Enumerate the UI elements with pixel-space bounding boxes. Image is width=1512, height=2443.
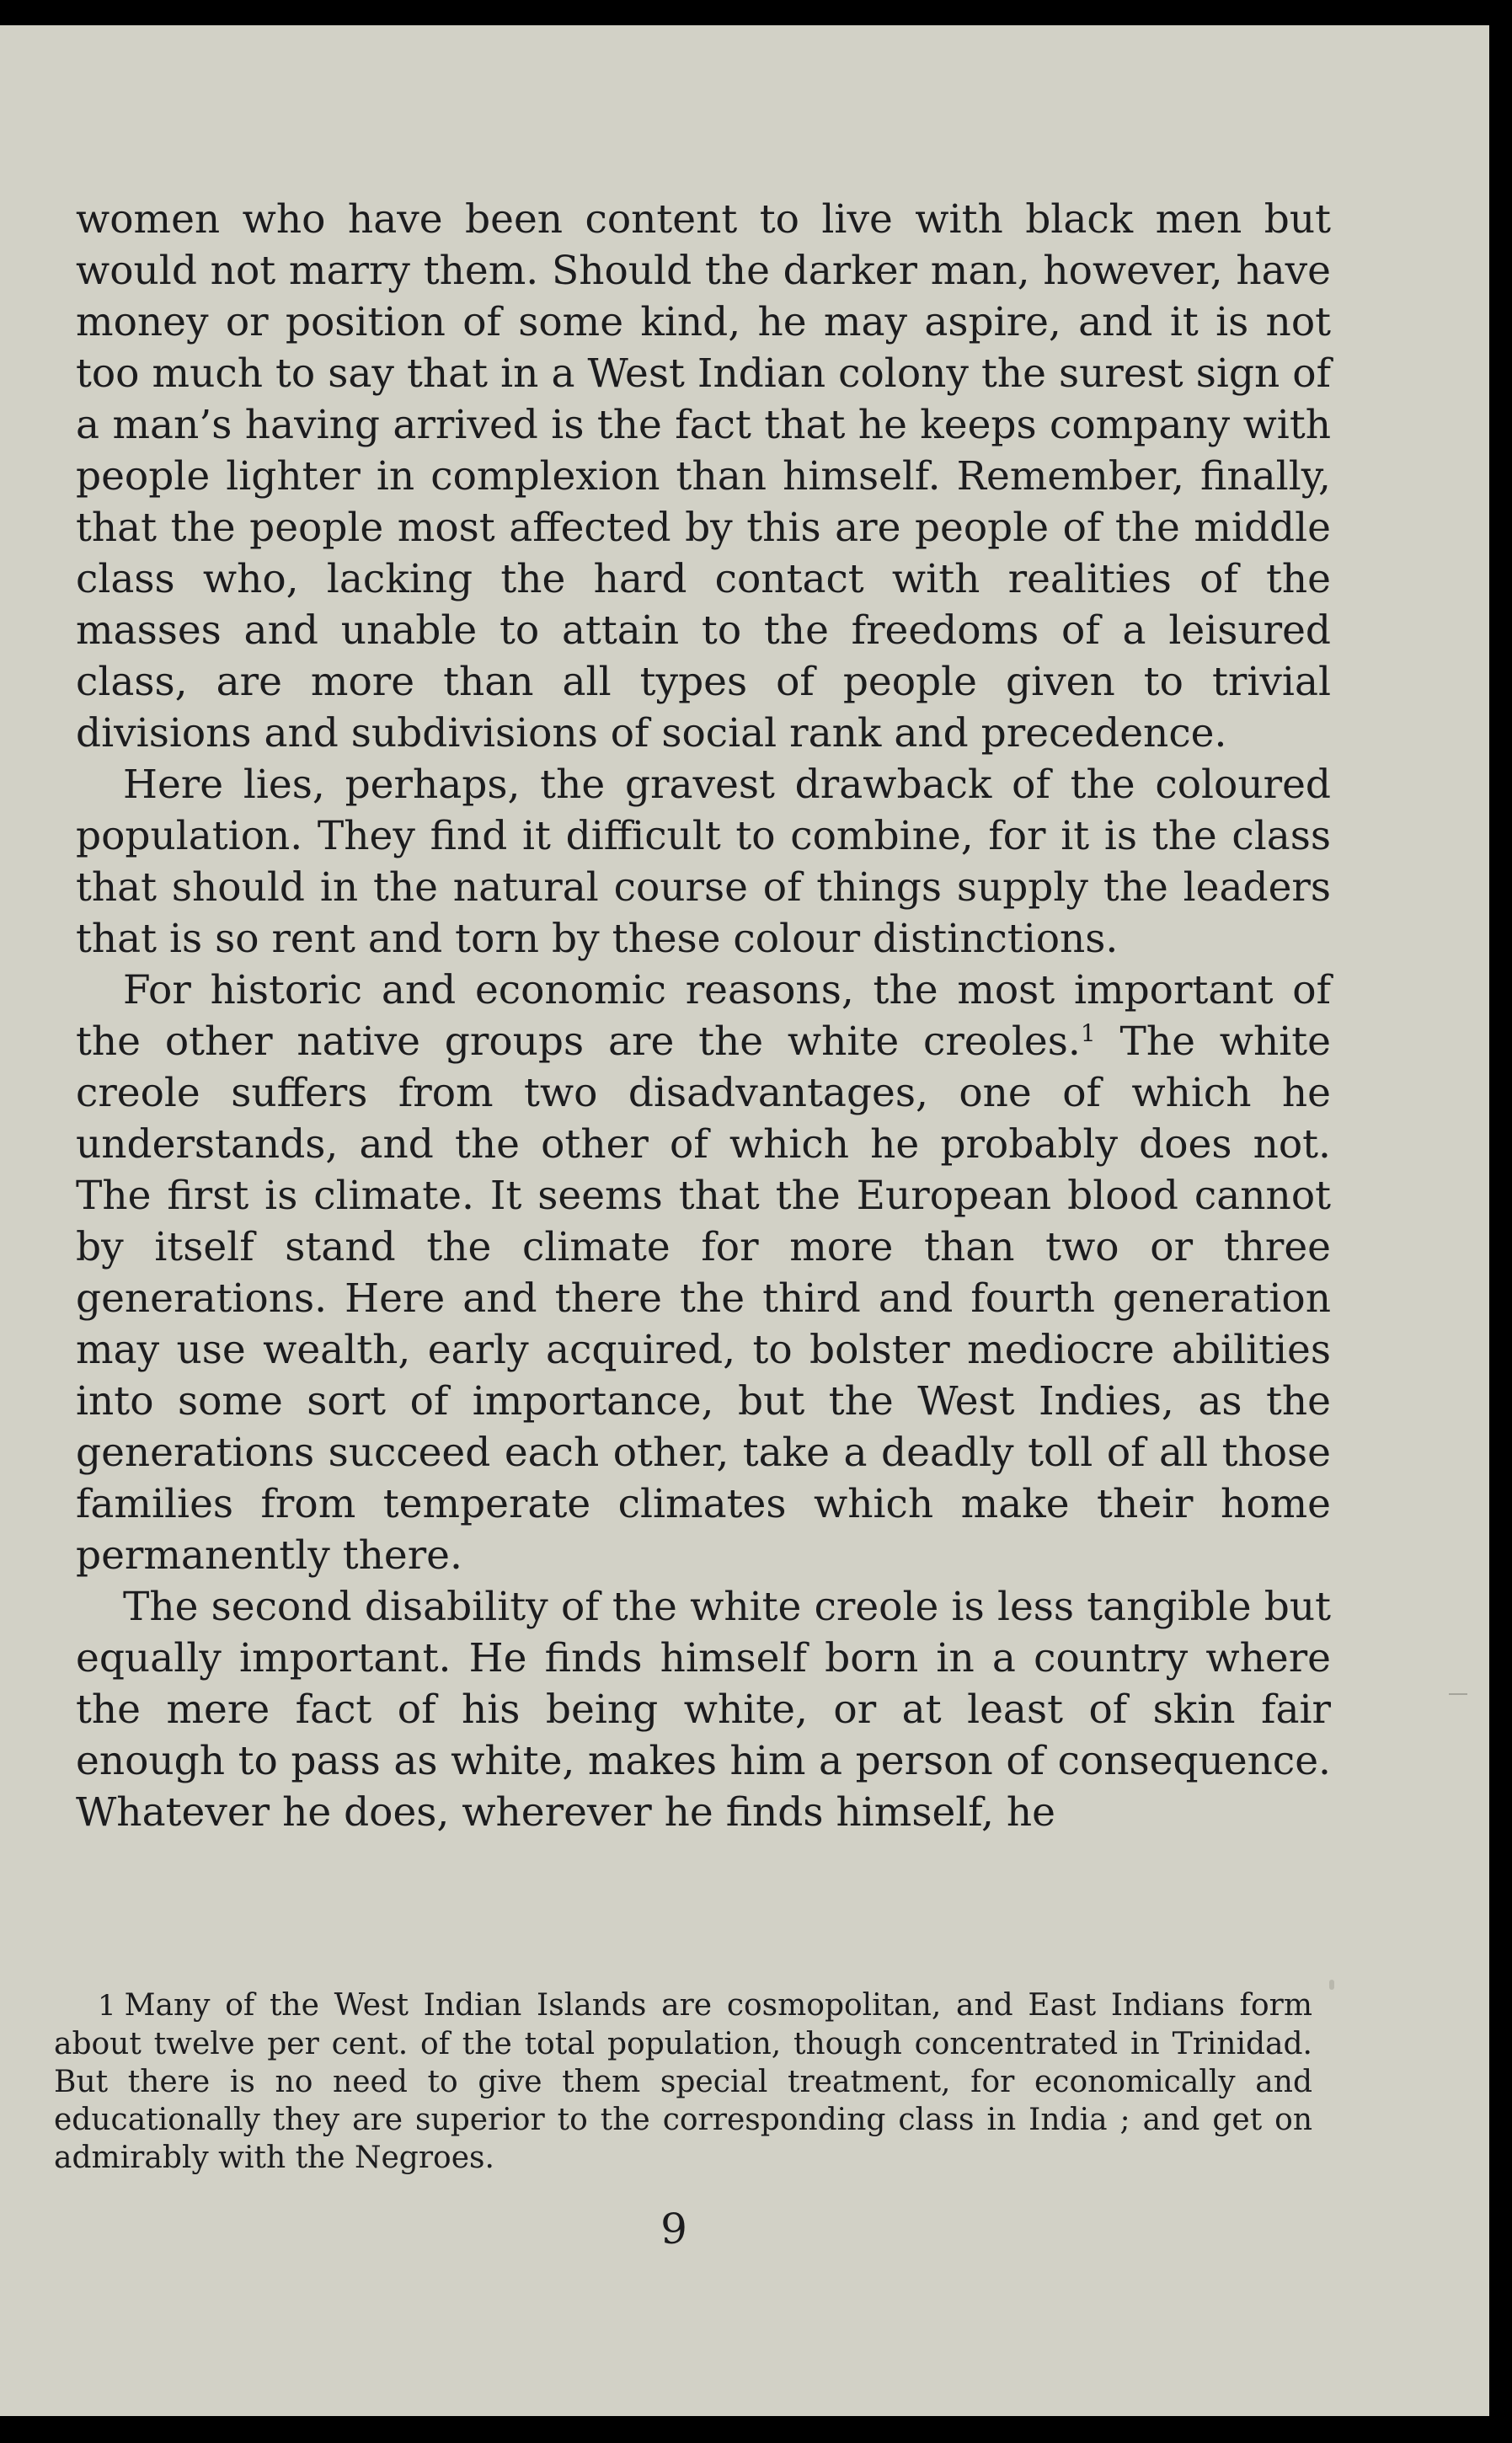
paragraph-3-text-after: The white creole suffers from two disadvantages, one of which he understands, and the other of which he probably does not. The first is climate. It seems that the European blood cannot by itself stand the climate for more than two or three generations. Here and there the third and fourth generation may use wealth, early acquired, to bolster mediocre abilities into some sort of importance, but the West Indies, as the generations succeed each other, take a deadly toll of all those families from temperate climates which make their home permanently there.: [76, 1018, 1331, 1579]
paragraph-3-text-before: For historic and economic reasons, the most important of the other native groups are the white creoles.: [76, 967, 1331, 1065]
margin-mark: [1449, 1693, 1467, 1695]
book-page: [0, 25, 1489, 2416]
paragraph-1: women who have been content to live with black men but would not marry them. Should the darker man, however, have money or position of some kind, he may aspire, and it is not too much to say that in a West Indian colony the surest sign of a man’s having arrived is the fact that he keeps company with people lighter in complexion than himself. Remember, finally, that the people most affected by this are people of the middle class who, lacking the hard contact with realities of the masses and unable to attain to the freedoms of a leisured class, are more than all types of people given to trivial divisions and subdivisions of social rank and precedence.: [76, 196, 1331, 756]
footnote: [54, 1986, 1312, 2177]
body-text: [76, 194, 1331, 1838]
paragraph-4: The second disability of the white creole is less tangible but equally important. He finds himself born in a country where the mere fact of his being white, or at least of skin fair enough to pass as white, makes him a person of consequence. Whatever he does, wherever he finds himself, he: [76, 1584, 1331, 1836]
footnote-text: Many of the West Indian Islands are cosmopolitan, and East Indians form about twelve per cent. of the total population, though concentrated in Trinidad. But there is no need to give them special treatment, for economically and educationally they are superior to the corresponding class in India ; and get on admirably with the Negroes.: [54, 1988, 1312, 2175]
footnote-reference: 1: [1080, 1019, 1096, 1047]
paper-speck: [1329, 1980, 1334, 1990]
paragraph-3: [76, 965, 1331, 1581]
paragraph-2: Here lies, perhaps, the gravest drawback of the coloured population. They find it difficult to combine, for it is the class that should in the natural course of things supply the leaders that is so rent and torn by these colour distinctions.: [76, 762, 1331, 962]
footnote-mark: 1: [98, 1989, 116, 2023]
page-number: 9: [660, 2205, 687, 2253]
